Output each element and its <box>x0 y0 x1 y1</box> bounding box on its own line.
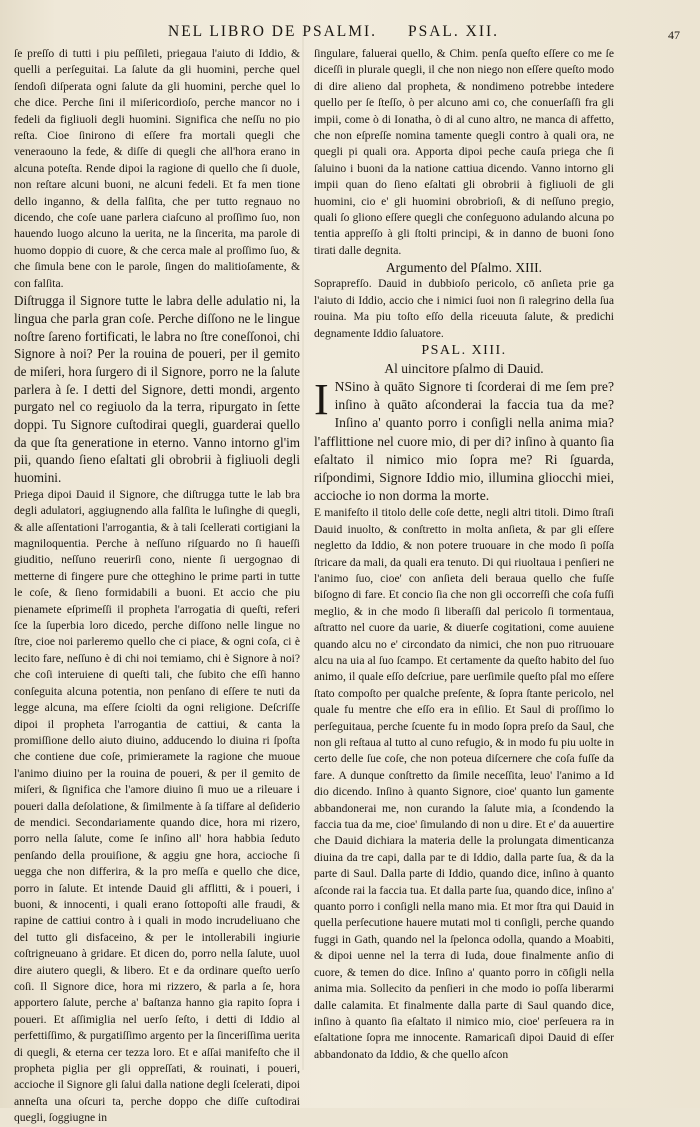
psalm-text-paragraph: Diſtrugga il Signore tutte le labra delle adulatio ni, la lingua che parla gran coſe. Perche diſſono ne le lingue noſtre ſareno fortificati, le labra no ſtre coneſſonoi, chi Signore à noi? Per la rouina de poueri, per il gemito de miſeri, hora ſurgero di il Signore, porro ne la ſalute parlera à ſe. I detti del Signore, detti mondi, argento purgato nel co regiuolo da la terra, ripurgato in ſette doppi. Tu Signore cuſtodirai quegli, guarderai quello da que ſta generatione in eterno. Vanno intorno gl'im pii, quando ſieno eſaltati gli obrobrii à figliuoli degli huomini. <box>14 293 300 486</box>
psalm-number-header: PSAL. XII. <box>408 23 500 40</box>
psalm-text-paragraph <box>314 374 614 505</box>
left-column <box>14 46 300 1127</box>
running-title: NEL LIBRO DE PSALMI. <box>168 23 378 40</box>
commentary-paragraph: E manifeſto il titolo delle coſe dette, negli altri titoli. Dimo ſtraſi Dauid inuolto, & conſtretto in molta anſieta, & par gli eſſere negletto da Iddio, & non potere truouare in che modo ſi poſſa ſtricare da mali, da quali era tenuto. Di qui riuoltaua i penſieri ne l'animo ſuo, cioe' con anſieta deli beraua quello che fuſſe biſogno di fare. Et concio ſia che non gli occorreſſi che coſa fuſſi meglio, & in che modo ſi liberaſſi dal pericolo ſi tormentaua, aſtratto nel cuore da uarie, & diuerſe cogitationi, come auuiene quando alcu no e' circondato da nimici, che non puo ritruouare alcu na uia al ſuo ſcampo. Et certamente da queſto habito del ſuo animo, il quale eſſo deſcriue, pare uerſimile queſto pſal mo eſſere ſtato compoſto per qualche preſente, & ſopra ſtante pericolo, nel quale fu mentre che eſſo era in eſilio. Et Saul di proſſimo lo perſeguitaua, perche ſcuente fu in modo ſopra preſo da Saul, che non gli reſtaua al tutto al cuno refugio, & in modo fu piu uolte in certo delle ſue coſe, che non poteua diſcernere che coſa fuſſe da fare. A dunque conſtretto da ſimile neceſſita, leuo' l'animo a Id dio dicendo. Inſino à quanto Signore, cioe' quanto lun gamente abbandonerai me, non curando la ſalute mia, a ſcondendo la faccia tua da me, cioe' ſimulando di non u dire. Et e' da auuertire che Dauid dichiara la materia delle la prolungata dimenticanza diuina da tre capi, dalla par te di Iddio, dalla parte ſua, & da la parte di Saul. Dalla parte di Iddio, quando dice, inſino à quanto aſconde rai la faccia tua. Et dalla parte ſua, quando dice, inſino a' quanto porro i conſigli nella mano mia. Et mor ſtra qui Dauid in quella perſecutione hauere mutati mol ti conſigli, perche quando fuggi in Gath, quando nel la ſpelonca odolla, quando a Moabiti, & dipoi uenne nel la terra di Iuda, doue finalmente anſio di cuore, & temen do dice. Inſino a' quanto porro in cōſigli nella anima mia. Sollecito da penſieri in che modo io poſſa liberarmi dalle calamita. Et finalmente dalla parte di Saul quando dice, inſino à quanto ſia eſaltato il nimico mio, cioe' perſeuera ra in eſaltatione ſopra me innocente. Ramaricaſi dipoi Dauid di eſſer abbandonato da Iddio, & che quello aſcon <box>314 506 614 1061</box>
psalm-text: NSino à quāto Signore ti ſcorderai di me ſem pre? inſino à quāto aſconderai la faccia tua da me? Inſino a' quanto porro i conſigli nella anima mia? l'afflittione nel cuore mio, di per di? inſino à quanto ſia eſaltato il nimico mio ſopra me? Ri ſguarda, riſpondimi, Signore Iddio mio, illumina gliocchi miei, accioche io non dorma la morte. <box>314 378 614 504</box>
argument-title: Argumento del Pſalmo. XIII. <box>385 260 543 276</box>
folio-number: 47 <box>668 28 680 42</box>
psalm-dedication: Al uincitore pſalmo di Dauid. <box>384 360 544 376</box>
argument-paragraph: Sopraprefſo. Dauid in dubbioſo pericolo, cō anſieta prie ga l'aiuto di Iddio, accio che i nimici ſuoi non ſi ralegrino della ſua rouina. Ma piu toſto eſſo della riceuuta ſalute, & predichi degnamente Iddio ſaluatore. <box>314 277 614 340</box>
commentary-paragraph: ſingulare, faluerai quello, & Chim. penſa queſto eſſere co me ſe diceſſi in plurale quegli, il che non niego non eſſere queſto modo di dire alieno dal propheta, & nondimeno potrebbe intedere quello per ſe ſteſſo, ò per alcuno ami co, che conuerſaſſi fra gli impii, come ò di Ionatha, ò di al cuno altro, ne manca di affetto, che non eſpreſſe nomina tamente quegli contro à quali ora, ne quegli pi quali ora. Apporta dipoi peche cauſa priega che ſi ſaluino i buoni da la natione cattiua dicendo. Vanno intorno gli impii quan do ſieno eſaltati gli obrobrii à figliuoli de gli huomini, cio e' gli huomini obrobrioſi, & di neſſuno pregio, quali ſo gliono eſſere quegli che conſeguono adulando alcuna po tentia appreſſo à gli ſtolti principi, & in danno de buoni ſono tirati dalle degnita. <box>314 47 614 257</box>
commentary-paragraph: Priega dipoi Dauid il Signore, che diſtrugga tutte le lab bra degli adulatori, aggiugnendo alla falſita le luſinghe di quegli, & alle aſſentationi l'arrogantia, & à tali ſcellerati cortigiani la magniloquentia. Perche à neſſuno riſguardo no ſi haueſſi giuditio, neſſuno reuerirſi cono, niente ſi uergognao di metterne di fingere pure che otteghino le prime parti in tutte le coſe, & ſieno formidabili a buoni. Et accio che piu pienamete eſprimeſſi il propheta l'arrogatia di queſti, referi ſce la ſuperbia loro dicedo, perche diſſono nelle lingue no ſtre, cioe noi parleremo quello che ci piace, & ogni coſa, ci è lecito fare, neſſuno è di chi noi temiamo, chi è Signore à noi? che coſi interuiene di queſti tali, che ſubito che eſſi hanno conſeguita alcuna potentia, non penſano di eſſere te nuti da legge alcuna, ma eſſere ſciolti da ogni religione. Deſcriſſe dipoi il propheta l'arrogantia de cattiui, & canta la promiſſione dello aiuto diuino, adducendo lo diuina ri ſpoſta che contiene due coſe, primieramete la ragione che muoue l'animo diuino per la rouina de poueri, & per il gemito de miſeri, & ſignifica che l'amore diuino ſi muo ue a rileuare i poueri dalla deſolatione, & ſimilmente à ſa tiſfare al deſiderio de mendici. Secondariamente quando dice, hora mi rizero, porro nella ſalute, come ſe inſino all' hora habbia ſeduto penſando della prouiſione, & aggiu gne hora, accioche ſi uegga che non differira, & la pro meſſa e quello che dice, porro in ſalute. Et intende Dauid gli afflitti, & i poueri, i buoni, & innocenti, i quali erano ſottopoſti alle fraudi, & rapine de cattiui contro à i quali in modo incrudeliuano che del tutto gli disfaceino, & per le intollerabili ingiurie coſtrigneuano à gridare. Et dicen do, porro nella ſalute, uuol dire aiutero quegli, & libero. Et e da ordinare queſto uerſo coſi. Il Signore dice, hora mi rizzero, & parla a ſe, hora apportero ſalute, perche a' baſtanza hanno gia rapito ſopra i poueri. Et aſſimiglia nel uerſo ſeſto, i detti di Iddio al perfettiſſimo, & purgatiſſimo argento per la ſinceriſſima uerita di quegli, & eterna cer tezza loro. Et e aſſai manifeſto che il propheta piglia per gli oppreſſati, & rouinati, i poueri, accioche il Signore gli ſalui dalla natione degli ſcelerati, dipoi anneſta una oſcuri ta, perche doppo che diſſe cuſtodirai quegli, ſoggiugne in <box>14 487 300 1125</box>
running-header <box>168 20 598 46</box>
right-column <box>314 46 614 1063</box>
column-gutter <box>302 30 304 1070</box>
psalm-heading: PSAL. XIII. <box>421 342 507 358</box>
commentary-paragraph: ſe preſſo di tutti i piu peſſileti, priegaua l'aiuto di Iddio, & quelli a perſeguitai. La ſalute da gli huomini, perche quel ſendoſi diſperata ogni ſalute da gli huomini, perche quel lo che dice. Perche ſini il miſericordioſo, perche mancor no i fedeli da figliuoli degli huomini. Significa che neſſu no pio reſta. Cioe ſinirono di eſſere fra mortali quegli che veneraouno la fede, & diſſe di quegli che all'hora erano in alcuna poteſta. Rende dipoi la ragione di quello che ſi duole, non reſtare alcuni buoni, ne alcuni fedeli. Et fa men tione dello inganno, & della falſita, che per tutto regnauo no dicendo, che coſe uane parlera ciaſcuno al proſſimo ſuo, non hauendo luogo alcuno la uerita, ne la ſincerita, ma parole di huomo doppio di cuore, & che cerca male al proſſimo ſuo, & che ſimula bene con le parole, ſingen do malitioſamente, & con falſita. <box>14 47 300 290</box>
drop-cap: I <box>314 374 329 424</box>
